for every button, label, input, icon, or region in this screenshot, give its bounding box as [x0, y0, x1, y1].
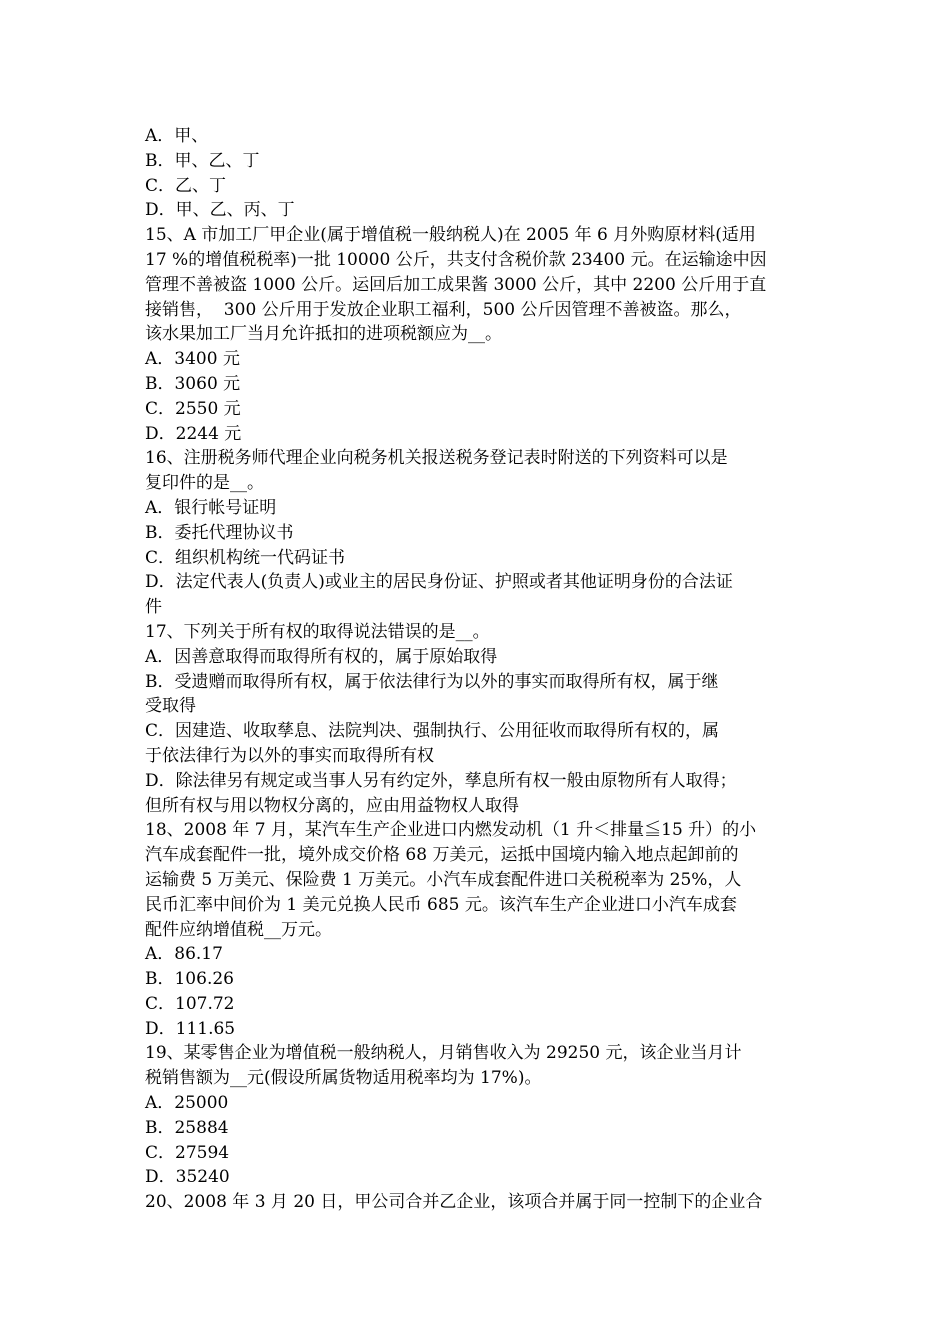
text-line: D．2244 元 — [145, 423, 242, 444]
text-line: C．107.72 — [145, 993, 235, 1014]
text-line: D．甲、乙、丙、丁 — [145, 200, 295, 221]
text-line: 税销售额为__元(假设所属货物适用税率均为 17%)。 — [145, 1068, 542, 1089]
text-line: 17 %的增值税税率)一批 10000 公斤，共支付含税价款 23400 元。在运输途中因 — [145, 249, 767, 270]
text-line: 17、下列关于所有权的取得说法错误的是__。 — [145, 621, 490, 642]
text-line: 20、2008 年 3 月 20 日，甲公司合并乙企业，该项合并属于同一控制下的企业合 — [145, 1192, 763, 1213]
text-line: D．35240 — [145, 1167, 230, 1188]
document-body — [145, 124, 813, 1215]
text-line: 件 — [145, 597, 162, 618]
text-line: 汽车成套配件一批，境外成交价格 68 万美元，运抵中国境内输入地点起卸前的 — [145, 845, 739, 866]
text-line: 运输费 5 万美元、保险费 1 万美元。小汽车成套配件进口关税税率为 25%，人 — [145, 869, 742, 890]
text-line: B．受遗赠而取得所有权，属于依法律行为以外的事实而取得所有权，属于继 — [145, 671, 719, 692]
text-line: B．甲、乙、丁 — [145, 150, 260, 171]
text-line: D．法定代表人(负责人)或业主的居民身份证、护照或者其他证明身份的合法证 — [145, 572, 733, 593]
text-line: C．因建造、收取孳息、法院判决、强制执行、公用征收而取得所有权的，属 — [145, 721, 720, 742]
text-line: 于依法律行为以外的事实而取得所有权 — [145, 745, 434, 766]
text-line: 接销售， 300 公斤用于发放企业职工福利，500 公斤因管理不善被盗。那么， — [145, 299, 742, 320]
text-line: 该水果加工厂当月允许抵扣的进项税额应为__。 — [145, 324, 502, 345]
text-line: 受取得 — [145, 696, 196, 717]
text-line: B．3060 元 — [145, 373, 241, 394]
text-line: A．3400 元 — [145, 349, 240, 370]
text-line: 19、某零售企业为增值税一般纳税人，月销售收入为 29250 元，该企业当月计 — [145, 1043, 742, 1064]
text-line: C．2550 元 — [145, 398, 241, 419]
text-line: 配件应纳增值税__万元。 — [145, 919, 332, 940]
text-line: B．106.26 — [145, 969, 234, 990]
text-line: 管理不善被盗 1000 公斤。运回后加工成果酱 3000 公斤，其中 2200 公斤用于直 — [145, 274, 767, 295]
text-line: D．111.65 — [145, 1018, 236, 1039]
text-line: C．组织机构统一代码证书 — [145, 547, 346, 568]
text-line: C．乙、丁 — [145, 175, 227, 196]
text-line: 复印件的是__。 — [145, 473, 264, 494]
text-line: A．25000 — [145, 1093, 229, 1114]
text-line: A．因善意取得而取得所有权的，属于原始取得 — [145, 646, 498, 667]
text-line: 18、2008 年 7 月，某汽车生产企业进口内燃发动机（1 升＜排量≦15 升）的小 — [145, 820, 757, 841]
text-line: A．86.17 — [145, 944, 223, 965]
text-line: A．甲、 — [145, 126, 209, 146]
text-line: 民币汇率中间价为 1 美元兑换人民币 685 元。该汽车生产企业进口小汽车成套 — [145, 894, 737, 915]
text-line: 15、A 市加工厂甲企业(属于增值税一般纳税人)在 2005 年 6 月外购原材料(适用 — [145, 225, 756, 246]
text-line: D．除法律另有规定或当事人另有约定外，孳息所有权一般由原物所有人取得； — [145, 770, 737, 791]
text-line: B．25884 — [145, 1117, 229, 1138]
text-line: 16、注册税务师代理企业向税务机关报送税务登记表时附送的下列资料可以是 — [145, 448, 728, 469]
text-line: A．银行帐号证明 — [145, 497, 277, 518]
text-line: B．委托代理协议书 — [145, 522, 294, 543]
text-line: 但所有权与用以物权分离的，应由用益物权人取得 — [145, 795, 519, 816]
text-line: C．27594 — [145, 1142, 230, 1163]
